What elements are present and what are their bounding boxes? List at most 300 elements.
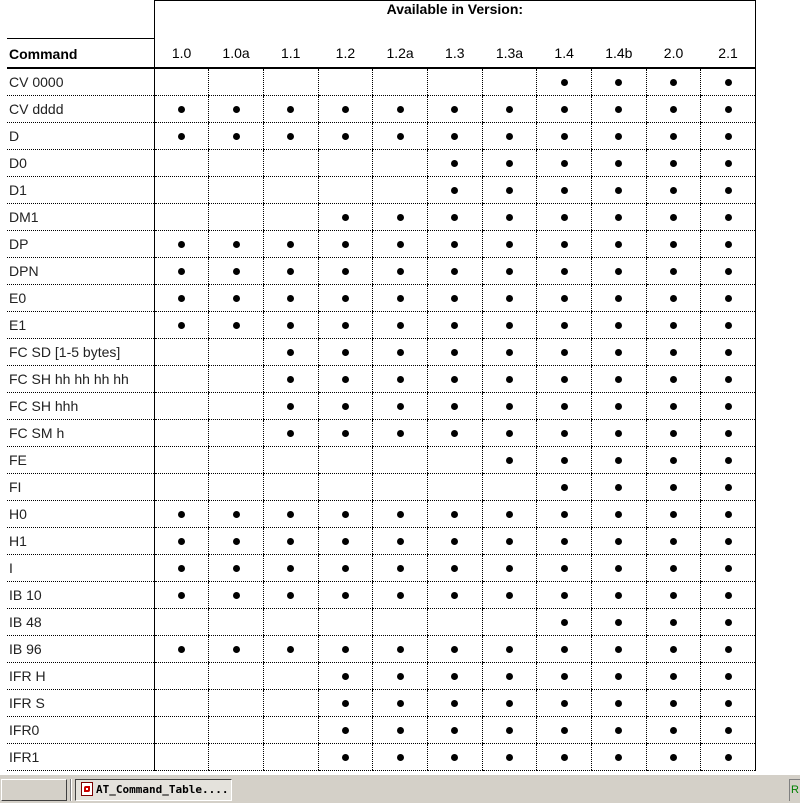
supported-bullet-icon — [670, 592, 677, 599]
supported-bullet-icon — [561, 646, 568, 653]
supported-bullet-icon — [561, 511, 568, 518]
supported-bullet-icon — [615, 268, 622, 275]
supported-bullet-icon — [233, 133, 240, 140]
supported-bullet-icon — [670, 214, 677, 221]
version-cell — [318, 689, 373, 716]
version-cell — [263, 203, 318, 230]
supported-bullet-icon — [725, 457, 732, 464]
command-name: IFR0 — [7, 716, 154, 743]
table-row — [7, 95, 756, 122]
version-cell — [427, 230, 482, 257]
version-cell — [209, 122, 264, 149]
table-row — [7, 419, 756, 446]
supported-bullet-icon — [342, 106, 349, 113]
version-cell — [592, 230, 647, 257]
version-cell — [427, 446, 482, 473]
command-table-body — [7, 68, 756, 771]
version-header: 1.2a — [373, 38, 428, 68]
supported-bullet-icon — [342, 538, 349, 545]
supported-bullet-icon — [561, 376, 568, 383]
version-cell — [209, 527, 264, 554]
supported-bullet-icon — [670, 403, 677, 410]
supported-bullet-icon — [561, 673, 568, 680]
version-cell — [701, 446, 756, 473]
system-tray: R — [789, 779, 800, 801]
supported-bullet-icon — [725, 160, 732, 167]
version-cell — [373, 527, 428, 554]
version-cell — [263, 68, 318, 96]
version-cell — [537, 419, 592, 446]
supported-bullet-icon — [670, 376, 677, 383]
version-cell — [209, 365, 264, 392]
supported-bullet-icon — [287, 646, 294, 653]
version-cell — [209, 311, 264, 338]
supported-bullet-icon — [725, 79, 732, 86]
supported-bullet-icon — [451, 160, 458, 167]
version-cell — [592, 284, 647, 311]
supported-bullet-icon — [506, 673, 513, 680]
version-cell — [263, 365, 318, 392]
version-cell — [701, 392, 756, 419]
table-row — [7, 392, 756, 419]
version-header: 1.4 — [537, 38, 592, 68]
version-cell — [427, 527, 482, 554]
supported-bullet-icon — [397, 430, 404, 437]
version-cell — [592, 257, 647, 284]
taskbar — [0, 773, 800, 803]
version-cell — [263, 284, 318, 311]
command-name: IB 10 — [7, 581, 154, 608]
version-cell — [537, 635, 592, 662]
version-cell — [263, 311, 318, 338]
version-cell — [537, 392, 592, 419]
supported-bullet-icon — [506, 592, 513, 599]
version-cell — [263, 176, 318, 203]
table-corner — [7, 1, 154, 39]
command-name: FE — [7, 446, 154, 473]
table-row — [7, 122, 756, 149]
version-cell — [701, 68, 756, 96]
version-cell — [646, 203, 701, 230]
version-cell — [592, 392, 647, 419]
version-cell — [592, 446, 647, 473]
version-cell — [154, 419, 209, 446]
supported-bullet-icon — [397, 511, 404, 518]
version-cell — [427, 311, 482, 338]
version-cell — [373, 230, 428, 257]
version-cell — [646, 581, 701, 608]
supported-bullet-icon — [342, 592, 349, 599]
version-cell — [701, 716, 756, 743]
version-cell — [646, 176, 701, 203]
version-cell — [646, 527, 701, 554]
command-name: I — [7, 554, 154, 581]
version-cell — [482, 257, 537, 284]
supported-bullet-icon — [615, 484, 622, 491]
supported-bullet-icon — [342, 241, 349, 248]
supported-bullet-icon — [670, 565, 677, 572]
command-name: FC SM h — [7, 419, 154, 446]
supported-bullet-icon — [451, 700, 458, 707]
version-cell — [209, 284, 264, 311]
version-cell — [373, 68, 428, 96]
command-name: FC SD [1-5 bytes] — [7, 338, 154, 365]
supported-bullet-icon — [178, 538, 185, 545]
supported-bullet-icon — [397, 214, 404, 221]
command-name: IFR H — [7, 662, 154, 689]
supported-bullet-icon — [342, 430, 349, 437]
version-cell — [592, 122, 647, 149]
version-cell — [373, 473, 428, 500]
version-cell — [263, 149, 318, 176]
version-cell — [646, 230, 701, 257]
supported-bullet-icon — [397, 349, 404, 356]
version-cell — [318, 419, 373, 446]
supported-bullet-icon — [397, 403, 404, 410]
version-cell — [209, 581, 264, 608]
supported-bullet-icon — [615, 646, 622, 653]
version-cell — [646, 446, 701, 473]
table-row — [7, 257, 756, 284]
version-cell — [537, 446, 592, 473]
supported-bullet-icon — [725, 268, 732, 275]
supported-bullet-icon — [397, 322, 404, 329]
command-name: E0 — [7, 284, 154, 311]
supported-bullet-icon — [670, 754, 677, 761]
version-cell — [373, 743, 428, 770]
version-cell — [592, 581, 647, 608]
supported-bullet-icon — [725, 322, 732, 329]
supported-bullet-icon — [615, 106, 622, 113]
version-cell — [373, 257, 428, 284]
table-row — [7, 446, 756, 473]
version-cell — [592, 527, 647, 554]
supported-bullet-icon — [506, 106, 513, 113]
supported-bullet-icon — [342, 700, 349, 707]
version-cell — [427, 743, 482, 770]
supported-bullet-icon — [287, 133, 294, 140]
supported-bullet-icon — [451, 106, 458, 113]
supported-bullet-icon — [561, 214, 568, 221]
version-cell — [537, 365, 592, 392]
version-cell — [482, 311, 537, 338]
version-cell — [701, 122, 756, 149]
supported-bullet-icon — [451, 376, 458, 383]
supported-bullet-icon — [725, 484, 732, 491]
version-cell — [318, 149, 373, 176]
version-cell — [373, 203, 428, 230]
supported-bullet-icon — [615, 322, 622, 329]
version-cell — [537, 203, 592, 230]
supported-bullet-icon — [561, 79, 568, 86]
supported-bullet-icon — [287, 241, 294, 248]
version-cell — [482, 392, 537, 419]
version-cell — [318, 122, 373, 149]
supported-bullet-icon — [725, 376, 732, 383]
supported-bullet-icon — [233, 511, 240, 518]
version-cell — [646, 311, 701, 338]
supported-bullet-icon — [725, 349, 732, 356]
version-cell — [537, 149, 592, 176]
table-row — [7, 635, 756, 662]
version-cell — [263, 446, 318, 473]
version-cell — [701, 689, 756, 716]
version-cell — [646, 419, 701, 446]
version-cell — [537, 230, 592, 257]
supported-bullet-icon — [233, 592, 240, 599]
supported-bullet-icon — [397, 727, 404, 734]
table-row — [7, 689, 756, 716]
supported-bullet-icon — [615, 700, 622, 707]
command-name: FI — [7, 473, 154, 500]
version-cell — [263, 635, 318, 662]
version-cell — [427, 635, 482, 662]
version-cell — [373, 581, 428, 608]
taskbar-task-label: AT_Command_Table.... — [96, 783, 229, 796]
supported-bullet-icon — [670, 322, 677, 329]
version-cell — [154, 581, 209, 608]
table-row — [7, 743, 756, 770]
version-cell — [537, 527, 592, 554]
supported-bullet-icon — [178, 268, 185, 275]
supported-bullet-icon — [615, 619, 622, 626]
table-row — [7, 176, 756, 203]
supported-bullet-icon — [397, 268, 404, 275]
supported-bullet-icon — [725, 106, 732, 113]
supported-bullet-icon — [178, 565, 185, 572]
version-cell — [427, 176, 482, 203]
version-cell — [592, 176, 647, 203]
supported-bullet-icon — [287, 511, 294, 518]
supported-bullet-icon — [451, 133, 458, 140]
supported-bullet-icon — [670, 430, 677, 437]
version-cell — [701, 365, 756, 392]
supported-bullet-icon — [725, 646, 732, 653]
supported-bullet-icon — [397, 295, 404, 302]
supported-bullet-icon — [342, 565, 349, 572]
version-cell — [263, 392, 318, 419]
version-cell — [209, 473, 264, 500]
version-cell — [373, 365, 428, 392]
version-cell — [482, 446, 537, 473]
version-cell — [318, 581, 373, 608]
supported-bullet-icon — [342, 403, 349, 410]
version-cell — [646, 365, 701, 392]
version-cell — [373, 554, 428, 581]
supported-bullet-icon — [451, 268, 458, 275]
version-header: 1.3 — [427, 38, 482, 68]
supported-bullet-icon — [397, 646, 404, 653]
supported-bullet-icon — [451, 592, 458, 599]
supported-bullet-icon — [506, 322, 513, 329]
version-cell — [318, 68, 373, 96]
supported-bullet-icon — [561, 754, 568, 761]
supported-bullet-icon — [451, 241, 458, 248]
version-cell — [373, 392, 428, 419]
version-cell — [592, 311, 647, 338]
version-cell — [537, 500, 592, 527]
supported-bullet-icon — [670, 727, 677, 734]
version-cell — [209, 446, 264, 473]
version-cell — [373, 95, 428, 122]
supported-bullet-icon — [506, 727, 513, 734]
command-name: FC SH hh hh hh hh — [7, 365, 154, 392]
version-cell — [701, 743, 756, 770]
supported-bullet-icon — [725, 187, 732, 194]
supported-bullet-icon — [397, 133, 404, 140]
version-cell — [701, 284, 756, 311]
supported-bullet-icon — [670, 511, 677, 518]
table-row — [7, 500, 756, 527]
supported-bullet-icon — [615, 592, 622, 599]
version-cell — [263, 230, 318, 257]
version-cell — [646, 392, 701, 419]
version-cell — [263, 500, 318, 527]
command-table — [7, 0, 756, 771]
version-cell — [646, 257, 701, 284]
pdf-file-icon — [81, 782, 93, 796]
version-cell — [646, 500, 701, 527]
version-cell — [427, 608, 482, 635]
version-cell — [537, 554, 592, 581]
command-name: IFR1 — [7, 743, 154, 770]
version-cell — [373, 419, 428, 446]
version-cell — [646, 662, 701, 689]
version-cell — [537, 311, 592, 338]
supported-bullet-icon — [342, 646, 349, 653]
command-name: IFR S — [7, 689, 154, 716]
version-cell — [701, 311, 756, 338]
supported-bullet-icon — [615, 403, 622, 410]
supported-bullet-icon — [561, 484, 568, 491]
supported-bullet-icon — [451, 214, 458, 221]
version-cell — [209, 662, 264, 689]
table-row — [7, 554, 756, 581]
version-cell — [482, 122, 537, 149]
version-cell — [427, 338, 482, 365]
version-cell — [154, 446, 209, 473]
command-name: CV dddd — [7, 95, 154, 122]
supported-bullet-icon — [451, 565, 458, 572]
supported-bullet-icon — [561, 592, 568, 599]
command-name: D — [7, 122, 154, 149]
version-cell — [154, 284, 209, 311]
version-cell — [427, 68, 482, 96]
table-row — [7, 365, 756, 392]
supported-bullet-icon — [670, 538, 677, 545]
version-cell — [318, 500, 373, 527]
version-cell — [318, 554, 373, 581]
supported-bullet-icon — [506, 241, 513, 248]
version-cell — [154, 716, 209, 743]
version-cell — [701, 662, 756, 689]
version-cell — [263, 581, 318, 608]
version-cell — [482, 95, 537, 122]
version-cell — [427, 419, 482, 446]
version-cell — [592, 635, 647, 662]
supported-bullet-icon — [725, 592, 732, 599]
version-cell — [537, 338, 592, 365]
supported-bullet-icon — [615, 349, 622, 356]
table-row — [7, 581, 756, 608]
supported-bullet-icon — [397, 538, 404, 545]
supported-bullet-icon — [670, 241, 677, 248]
supported-bullet-icon — [670, 484, 677, 491]
version-cell — [701, 527, 756, 554]
version-cell — [373, 716, 428, 743]
version-cell — [427, 392, 482, 419]
supported-bullet-icon — [670, 349, 677, 356]
version-cell — [209, 500, 264, 527]
version-cell — [373, 149, 428, 176]
supported-bullet-icon — [725, 754, 732, 761]
supported-bullet-icon — [287, 565, 294, 572]
version-cell — [482, 68, 537, 96]
supported-bullet-icon — [725, 403, 732, 410]
supported-bullet-icon — [397, 700, 404, 707]
version-cell — [154, 122, 209, 149]
version-cell — [482, 365, 537, 392]
supported-bullet-icon — [342, 511, 349, 518]
taskbar-button-blank[interactable] — [1, 779, 67, 801]
version-cell — [592, 689, 647, 716]
version-cell — [318, 743, 373, 770]
version-cell — [263, 743, 318, 770]
supported-bullet-icon — [233, 241, 240, 248]
supported-bullet-icon — [178, 592, 185, 599]
version-header: 1.0 — [154, 38, 209, 68]
version-cell — [209, 149, 264, 176]
taskbar-button-at-command-table[interactable] — [75, 779, 232, 801]
version-cell — [646, 338, 701, 365]
version-cell — [701, 581, 756, 608]
supported-bullet-icon — [451, 187, 458, 194]
version-cell — [373, 500, 428, 527]
supported-bullet-icon — [725, 214, 732, 221]
version-cell — [701, 554, 756, 581]
version-header: 1.1 — [263, 38, 318, 68]
supported-bullet-icon — [287, 376, 294, 383]
version-cell — [537, 473, 592, 500]
table-row — [7, 284, 756, 311]
supported-bullet-icon — [670, 106, 677, 113]
version-cell — [209, 716, 264, 743]
version-cell — [154, 68, 209, 96]
version-header: 1.2 — [318, 38, 373, 68]
supported-bullet-icon — [725, 565, 732, 572]
version-cell — [427, 257, 482, 284]
version-cell — [592, 95, 647, 122]
supported-bullet-icon — [342, 133, 349, 140]
version-cell — [701, 500, 756, 527]
version-cell — [427, 365, 482, 392]
version-cell — [427, 554, 482, 581]
version-cell — [646, 689, 701, 716]
supported-bullet-icon — [451, 511, 458, 518]
taskbar-separator — [70, 779, 72, 801]
supported-bullet-icon — [670, 187, 677, 194]
command-name: H0 — [7, 500, 154, 527]
supported-bullet-icon — [615, 187, 622, 194]
supported-bullet-icon — [615, 241, 622, 248]
version-cell — [373, 311, 428, 338]
command-name: DM1 — [7, 203, 154, 230]
supported-bullet-icon — [561, 160, 568, 167]
supported-bullet-icon — [178, 511, 185, 518]
version-cell — [701, 176, 756, 203]
command-name: IB 96 — [7, 635, 154, 662]
version-cell — [592, 662, 647, 689]
